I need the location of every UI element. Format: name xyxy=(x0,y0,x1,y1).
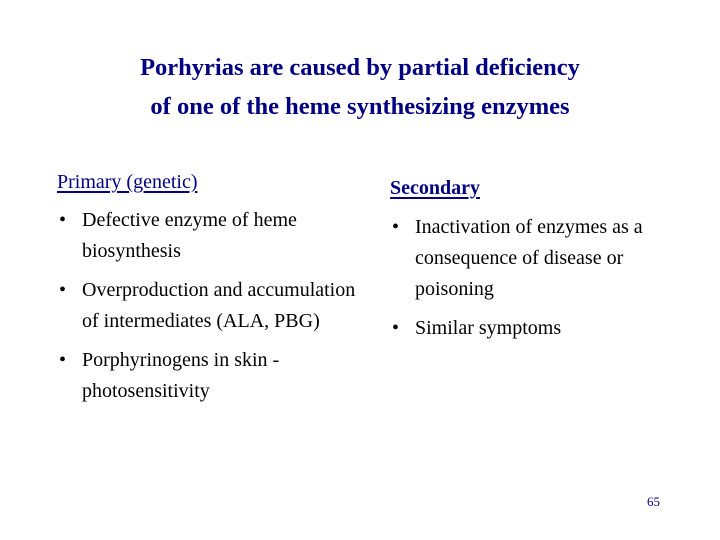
slide-title-line-2: of one of the heme synthesizing enzymes xyxy=(150,93,570,120)
slide-title xyxy=(60,48,660,126)
list-item xyxy=(57,275,357,337)
bullet-icon: • xyxy=(392,317,400,339)
page-number: 65 xyxy=(647,494,660,509)
list-item xyxy=(57,205,357,267)
secondary-heading: Secondary xyxy=(390,177,480,199)
primary-heading: Primary (genetic) xyxy=(57,171,198,193)
bullet-icon: • xyxy=(59,349,67,371)
list-item-text: Inactivation of enzymes as a consequence of disease or poisoning xyxy=(415,216,643,300)
list-item xyxy=(390,212,700,305)
list-item xyxy=(390,313,700,344)
list-item-text: Porphyrinogens in skin - photosensitivity xyxy=(82,349,280,402)
list-item xyxy=(57,345,357,407)
primary-bullet-list xyxy=(57,205,357,415)
bullet-icon: • xyxy=(59,209,67,231)
slide-title-line-1: Porhyrias are caused by partial deficiency xyxy=(140,54,580,81)
list-item-text: Similar symptoms xyxy=(415,317,562,339)
secondary-bullet-list xyxy=(390,212,700,352)
list-item-text: Defective enzyme of heme biosynthesis xyxy=(82,209,297,262)
bullet-icon: • xyxy=(59,279,67,301)
bullet-icon: • xyxy=(392,216,400,238)
list-item-text: Overproduction and accumulation of intermediates (ALA, PBG) xyxy=(82,279,356,332)
